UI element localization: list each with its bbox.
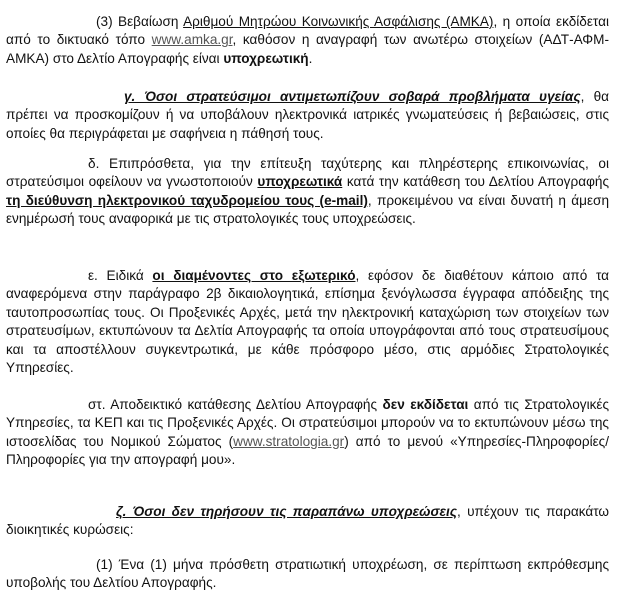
health-heading: γ. Όσοι στρατεύσιμοι αντιμετωπίζουν σοβαρά προβλήματα υγείας xyxy=(124,89,581,104)
amka-term: Αριθμού Μητρώου Κοινωνικής Ασφάλισης (ΑΜΚΑ) xyxy=(183,14,494,29)
paragraph-amka: (3) Βεβαίωση Αριθμού Μητρώου Κοινωνικής Ασφάλισης (ΑΜΚΑ), η οποία εκδίδεται από το δικτυακό τόπο www.amka.gr, καθόσον η αναγραφή των ανωτέρω στοιχείων (ΑΔΤ-ΑΦΜ-ΑΜΚΑ) στο Δελτίο Απογραφής είναι υποχρεωτική. xyxy=(6,14,609,66)
paragraph-sanction-1: (1) Ένα (1) μήνα πρόσθετη στρατιωτική υποχρέωση, σε περίπτωση εκπρόθεσμης υποβολής του Δελτίου Απογραφής. xyxy=(6,557,609,591)
paragraph-email: δ. Επιπρόσθετα, για την επίτευξη ταχύτερης και πληρέστερης επικοινωνίας, οι στρατεύσιμοι οφείλουν να γνωστοποιούν υποχρεωτικά κατά την κατάθεση του Δελτίου Απογραφής τη διεύθυνση ηλεκτρονικού ταχυδρομείου τους (e-mail), προκειμένου να είναι δυνατή η άμεση ενημέρωσή τους αναφορικά με τις στρατολογικές τους υποχρεώσεις. xyxy=(6,156,609,227)
mandatory-term: υποχρεωτική xyxy=(223,50,309,66)
sanctions-heading: ζ. Όσοι δεν τηρήσουν τις παραπάνω υποχρεώσεις xyxy=(116,504,457,519)
email-requirement: τη διεύθυνση ηλεκτρονικού ταχυδρομείου τους (e-mail) xyxy=(6,192,368,208)
paragraph-health: γ. Όσοι στρατεύσιμοι αντιμετωπίζουν σοβαρά προβλήματα υγείας, θα πρέπει να προσκομίζουν ή να υποβάλουν ηλεκτρονικά ιατρικές γνωματεύσεις ή βεβαιώσεις, στις οποίες θα περιγράφεται με σαφήνεια η πάθησή τους. xyxy=(6,89,609,141)
mandatory-term-2: υποχρεωτικά xyxy=(257,174,343,190)
stratologia-link[interactable]: www.stratologia.gr xyxy=(233,433,345,449)
paragraph-receipt: στ. Αποδεικτικό κατάθεσης Δελτίου Απογραφής δεν εκδίδεται από τις Στρατολογικές Υπηρεσίες, τα ΚΕΠ και τις Προξενικές Αρχές. Οι στρατεύσιμοι μπορούν να το εκτυπώνουν μέσω της ιστοσελίδας του Νομικού Σώματος (www.stratologia.gr) από το μενού «Υπηρεσίες-Πληροφορίες/Πληροφορίες για την απογραφή μου». xyxy=(6,397,609,468)
abroad-term: οι διαμένοντες στο εξωτερικό xyxy=(152,268,356,283)
not-issued-term: δεν εκδίδεται xyxy=(382,397,469,412)
amka-link[interactable]: www.amka.gr xyxy=(151,32,233,48)
paragraph-abroad: ε. Ειδικά οι διαμένοντες στο εξωτερικό, εφόσον δε διαθέτουν κάποιο από τα αναφερόμενα στην παράγραφο 2β δικαιολογητικά, επίσημα ξενόγλωσσα έγγραφα απόδειξης της ταυτοπροσωπίας τους. Οι Προξενικές Αρχές, μετά την ηλεκτρονική καταχώριση των στοιχείων των στρατευσίμων, εκτυπώνουν τα Δελτία Απογραφής τα οποία υπογράφονται από τους στρατευσίμους και τα αποστέλλουν συγκεντρωτικά, με κάθε πρόσφορο μέσο, στις αρμόδιες Στρατολογικές Υπηρεσίες. xyxy=(6,268,609,376)
paragraph-sanctions: ζ. Όσοι δεν τηρήσουν τις παραπάνω υποχρεώσεις, υπέχουν τις παρακάτω διοικητικές κυρώσεις: xyxy=(6,504,609,538)
